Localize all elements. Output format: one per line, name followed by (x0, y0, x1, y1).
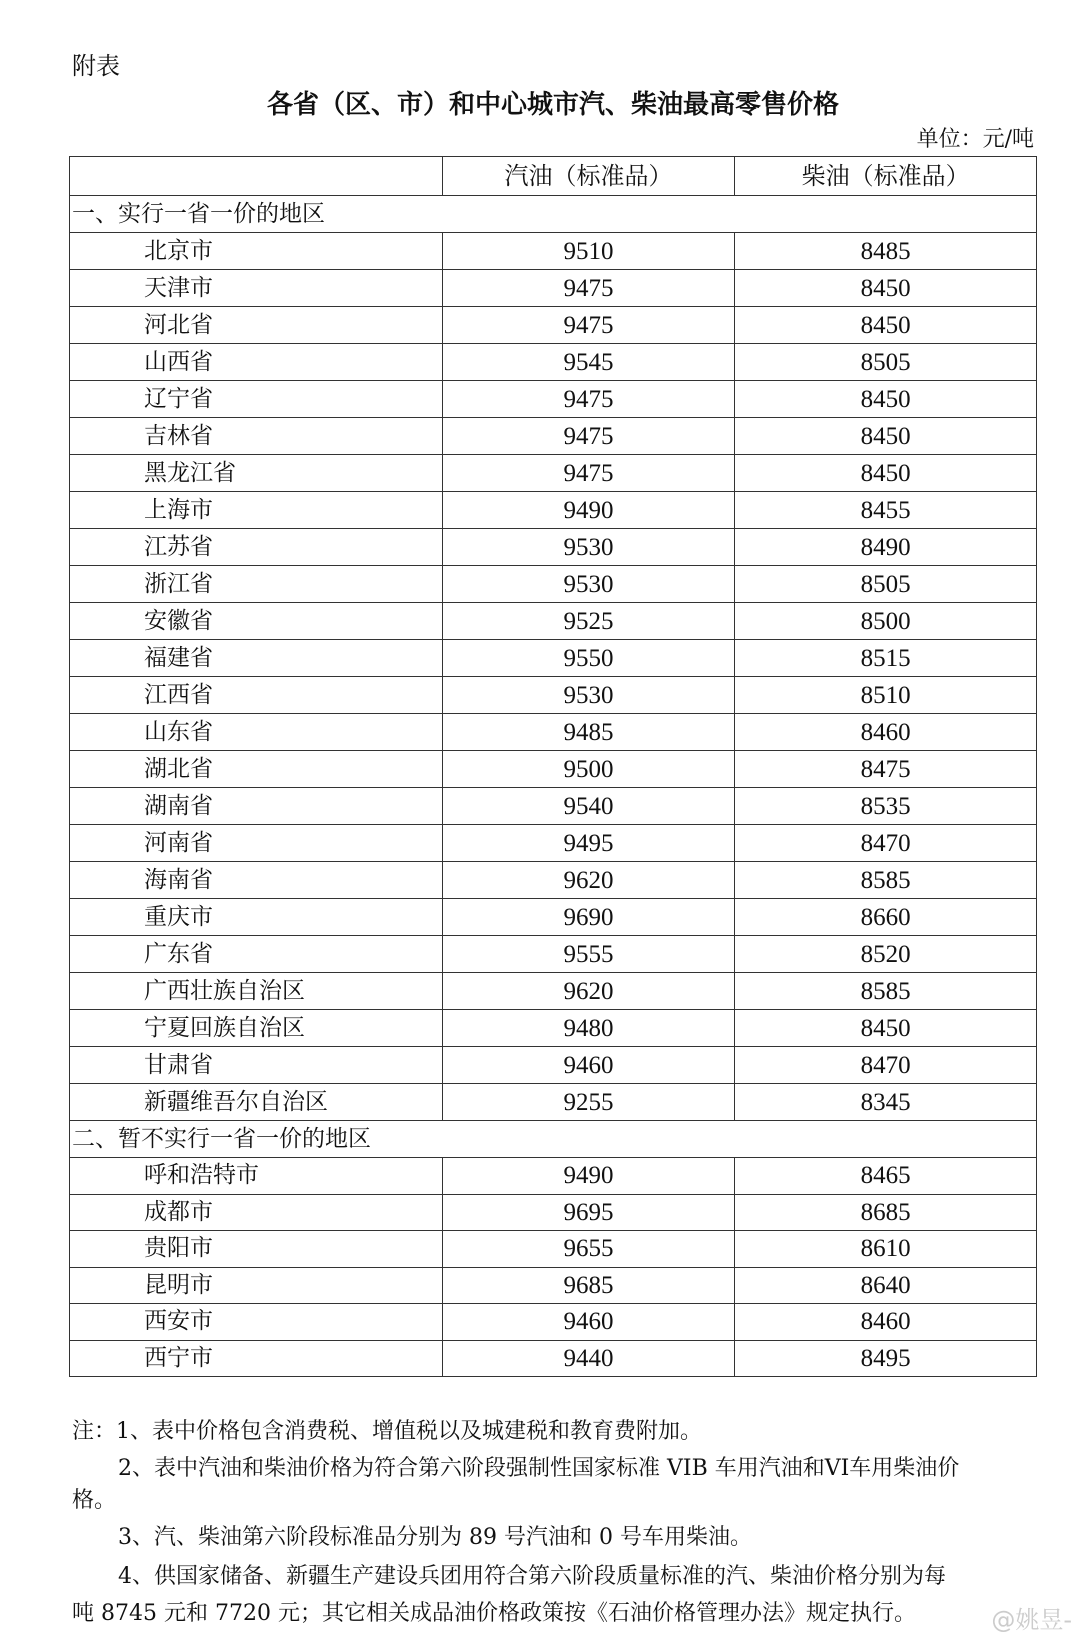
diesel-price: 8460 (735, 1304, 1037, 1341)
table-row (70, 1084, 1037, 1121)
diesel-price: 8505 (735, 344, 1037, 381)
gasoline-price: 9460 (442, 1047, 735, 1084)
region-name: 广东省 (70, 936, 443, 973)
note-3: 3、汽、柴油第六阶段标准品分别为 89 号汽油和 0 号车用柴油。 (118, 1525, 752, 1550)
table-row (70, 1267, 1037, 1304)
table-row (70, 1158, 1037, 1195)
note-1: 注：1、表中价格包含消费税、增值税以及城建税和教育费附加。 (72, 1419, 702, 1444)
table-row (70, 1340, 1037, 1377)
region-name: 天津市 (70, 270, 443, 307)
gasoline-price: 9480 (442, 1010, 735, 1047)
region-name: 浙江省 (70, 566, 443, 603)
region-name: 河南省 (70, 825, 443, 862)
gasoline-price: 9655 (442, 1231, 735, 1268)
table-row (70, 566, 1037, 603)
note-2: 2、表中汽油和柴油价格为符合第六阶段强制性国家标准 VIB 车用汽油和VI车用柴油价 (118, 1456, 960, 1481)
table-row (70, 751, 1037, 788)
table-row (70, 418, 1037, 455)
region-name: 湖南省 (70, 788, 443, 825)
diesel-price: 8585 (735, 862, 1037, 899)
table-row (70, 1010, 1037, 1047)
gasoline-price: 9255 (442, 1084, 735, 1121)
region-name: 西宁市 (70, 1340, 443, 1377)
table-header-row (70, 157, 1037, 196)
region-name: 新疆维吾尔自治区 (70, 1084, 443, 1121)
section-label: 一、实行一省一价的地区 (70, 196, 1037, 233)
table-row (70, 825, 1037, 862)
diesel-price: 8450 (735, 418, 1037, 455)
region-name: 昆明市 (70, 1267, 443, 1304)
gasoline-price: 9475 (442, 418, 735, 455)
table-row (70, 1194, 1037, 1231)
gasoline-price: 9530 (442, 566, 735, 603)
gasoline-price: 9475 (442, 270, 735, 307)
table-row (70, 1231, 1037, 1268)
region-name: 北京市 (70, 233, 443, 270)
unit-label: 单位：元/吨 (916, 127, 1034, 152)
gasoline-price: 9475 (442, 455, 735, 492)
gasoline-price: 9510 (442, 233, 735, 270)
diesel-price: 8520 (735, 936, 1037, 973)
region-name: 安徽省 (70, 603, 443, 640)
gasoline-price: 9690 (442, 899, 735, 936)
gasoline-price: 9525 (442, 603, 735, 640)
header-diesel: 柴油（标准品） (735, 157, 1037, 196)
table-row (70, 270, 1037, 307)
gasoline-price: 9490 (442, 492, 735, 529)
region-name: 海南省 (70, 862, 443, 899)
diesel-price: 8510 (735, 677, 1037, 714)
diesel-price: 8500 (735, 603, 1037, 640)
diesel-price: 8685 (735, 1194, 1037, 1231)
table-row (70, 714, 1037, 751)
gasoline-price: 9550 (442, 640, 735, 677)
table-row (70, 492, 1037, 529)
region-name: 宁夏回族自治区 (70, 1010, 443, 1047)
region-name: 西安市 (70, 1304, 443, 1341)
table-row (70, 233, 1037, 270)
section-label: 二、暂不实行一省一价的地区 (70, 1121, 1037, 1158)
gasoline-price: 9475 (442, 307, 735, 344)
table-row (70, 862, 1037, 899)
gasoline-price: 9620 (442, 973, 735, 1010)
diesel-price: 8535 (735, 788, 1037, 825)
table-row (70, 307, 1037, 344)
region-name: 黑龙江省 (70, 455, 443, 492)
region-name: 山西省 (70, 344, 443, 381)
gasoline-price: 9485 (442, 714, 735, 751)
gasoline-price: 9620 (442, 862, 735, 899)
diesel-price: 8450 (735, 1010, 1037, 1047)
document-title: 各省（区、市）和中心城市汽、柴油最高零售价格 (266, 90, 839, 120)
region-name: 湖北省 (70, 751, 443, 788)
diesel-price: 8470 (735, 825, 1037, 862)
table-row (70, 640, 1037, 677)
region-name: 甘肃省 (70, 1047, 443, 1084)
table-row (70, 455, 1037, 492)
diesel-price: 8450 (735, 455, 1037, 492)
table-row (70, 936, 1037, 973)
price-table (69, 156, 1037, 1377)
diesel-price: 8640 (735, 1267, 1037, 1304)
gasoline-price: 9490 (442, 1158, 735, 1195)
header-gasoline: 汽油（标准品） (442, 157, 735, 196)
gasoline-price: 9555 (442, 936, 735, 973)
table-row (70, 603, 1037, 640)
region-name: 呼和浩特市 (70, 1158, 443, 1195)
gasoline-price: 9475 (442, 381, 735, 418)
gasoline-price: 9530 (442, 677, 735, 714)
diesel-price: 8610 (735, 1231, 1037, 1268)
section-row (70, 196, 1037, 233)
diesel-price: 8450 (735, 307, 1037, 344)
table-row (70, 1047, 1037, 1084)
diesel-price: 8490 (735, 529, 1037, 566)
gasoline-price: 9460 (442, 1304, 735, 1341)
region-name: 上海市 (70, 492, 443, 529)
gasoline-price: 9695 (442, 1194, 735, 1231)
gasoline-price: 9685 (442, 1267, 735, 1304)
table-row (70, 529, 1037, 566)
region-name: 广西壮族自治区 (70, 973, 443, 1010)
diesel-price: 8475 (735, 751, 1037, 788)
gasoline-price: 9530 (442, 529, 735, 566)
table-row (70, 899, 1037, 936)
gasoline-price: 9540 (442, 788, 735, 825)
note-2-cont: 格。 (72, 1488, 117, 1513)
diesel-price: 8450 (735, 381, 1037, 418)
section-row (70, 1121, 1037, 1158)
table-row (70, 381, 1037, 418)
diesel-price: 8470 (735, 1047, 1037, 1084)
table-row (70, 677, 1037, 714)
table-row (70, 1304, 1037, 1341)
diesel-price: 8585 (735, 973, 1037, 1010)
note-4-cont: 吨 8745 元和 7720 元；其它相关成品油价格政策按《石油价格管理办法》规定执行。 (72, 1601, 916, 1626)
note-4: 4、供国家储备、新疆生产建设兵团用符合第六阶段质量标准的汽、柴油价格分别为每 (118, 1564, 946, 1589)
watermark: @姚昱- (991, 1606, 1072, 1634)
region-name: 辽宁省 (70, 381, 443, 418)
diesel-price: 8660 (735, 899, 1037, 936)
table-row (70, 973, 1037, 1010)
gasoline-price: 9440 (442, 1340, 735, 1377)
diesel-price: 8485 (735, 233, 1037, 270)
region-name: 江苏省 (70, 529, 443, 566)
header-region (70, 157, 443, 196)
diesel-price: 8460 (735, 714, 1037, 751)
region-name: 福建省 (70, 640, 443, 677)
diesel-price: 8455 (735, 492, 1037, 529)
region-name: 贵阳市 (70, 1231, 443, 1268)
diesel-price: 8515 (735, 640, 1037, 677)
appendix-label: 附表 (72, 52, 120, 80)
diesel-price: 8495 (735, 1340, 1037, 1377)
diesel-price: 8450 (735, 270, 1037, 307)
diesel-price: 8345 (735, 1084, 1037, 1121)
table-row (70, 788, 1037, 825)
region-name: 重庆市 (70, 899, 443, 936)
region-name: 河北省 (70, 307, 443, 344)
region-name: 江西省 (70, 677, 443, 714)
table-row (70, 344, 1037, 381)
gasoline-price: 9495 (442, 825, 735, 862)
region-name: 成都市 (70, 1194, 443, 1231)
diesel-price: 8505 (735, 566, 1037, 603)
diesel-price: 8465 (735, 1158, 1037, 1195)
region-name: 吉林省 (70, 418, 443, 455)
region-name: 山东省 (70, 714, 443, 751)
gasoline-price: 9500 (442, 751, 735, 788)
gasoline-price: 9545 (442, 344, 735, 381)
